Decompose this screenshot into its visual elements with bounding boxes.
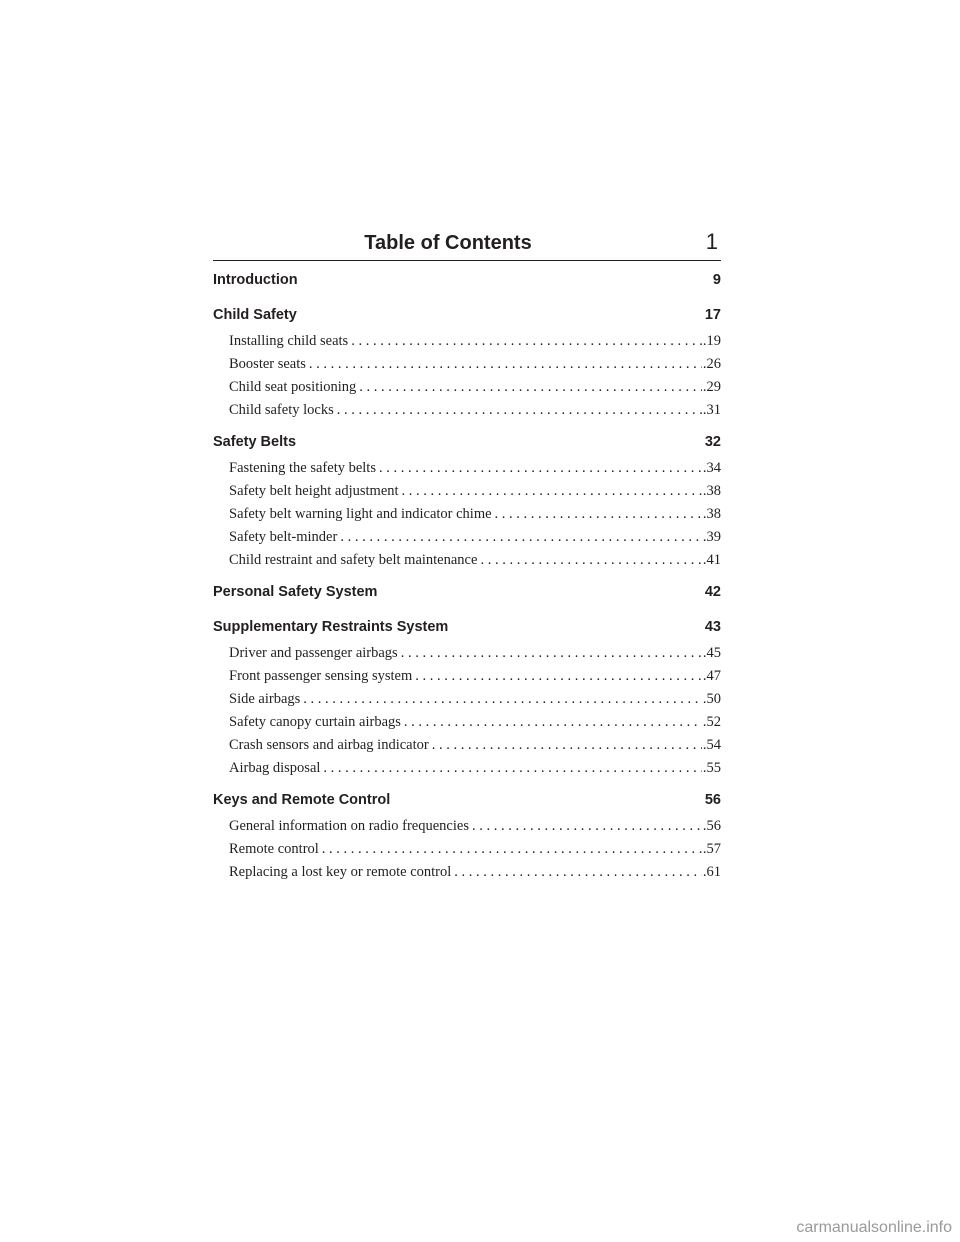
dot-leader	[337, 526, 702, 549]
dot-leader	[319, 838, 702, 861]
entry-page-number: .61	[702, 864, 721, 880]
dot-leader	[306, 353, 702, 376]
toc-entry[interactable]	[213, 757, 721, 780]
entry-label: Child seat positioning	[229, 379, 357, 395]
page-header	[213, 228, 721, 261]
toc-entry[interactable]	[213, 399, 721, 422]
toc-entry[interactable]	[213, 526, 721, 549]
entry-page-number: .26	[702, 356, 721, 372]
toc-entry[interactable]	[213, 353, 721, 376]
toc-section	[213, 613, 721, 780]
dot-leader	[399, 480, 702, 503]
entry-label: Airbag disposal	[229, 760, 321, 776]
entry-page-number: .50	[702, 691, 721, 707]
entry-label: General information on radio frequencies	[229, 818, 469, 834]
entry-label: Booster seats	[229, 356, 306, 372]
entry-label: Fastening the safety belts	[229, 460, 376, 476]
section-page-number: 42	[704, 584, 721, 600]
toc-entry[interactable]	[213, 642, 721, 665]
dot-leader	[334, 399, 702, 422]
dot-leader	[412, 665, 702, 688]
toc-entry[interactable]	[213, 376, 721, 399]
entry-label: Safety belt-minder	[229, 529, 338, 545]
page-title: Table of Contents	[364, 232, 532, 254]
toc-section-heading[interactable]	[213, 266, 721, 295]
dot-leader	[300, 688, 702, 711]
page-number: 1	[705, 229, 718, 254]
entry-page-number: .45	[702, 645, 721, 661]
toc-section	[213, 266, 721, 295]
dot-leader	[401, 711, 702, 734]
toc-entry[interactable]	[213, 688, 721, 711]
dot-leader	[477, 549, 701, 572]
entry-page-number: .57	[702, 841, 721, 857]
entry-label: Crash sensors and airbag indicator	[229, 737, 429, 753]
toc-section	[213, 301, 721, 422]
section-page-number: 56	[704, 792, 721, 808]
dot-leader	[320, 757, 701, 780]
section-page-number: 32	[704, 434, 721, 450]
entry-label: Safety belt height adjustment	[229, 483, 399, 499]
entry-page-number: .38	[702, 483, 721, 499]
entry-page-number: .38	[702, 506, 721, 522]
toc-entry[interactable]	[213, 503, 721, 526]
toc-entry[interactable]	[213, 861, 721, 884]
toc-section-heading[interactable]	[213, 428, 721, 457]
section-page-number: 43	[704, 619, 721, 635]
entry-label: Remote control	[229, 841, 319, 857]
toc-entry[interactable]	[213, 549, 721, 572]
entry-label: Driver and passenger airbags	[229, 645, 398, 661]
entry-page-number: .47	[702, 668, 721, 684]
dot-leader	[356, 376, 702, 399]
entry-label: Child restraint and safety belt maintenance	[229, 552, 478, 568]
toc-section	[213, 578, 721, 607]
section-title: Supplementary Restraints System	[213, 619, 449, 635]
dot-leader	[398, 642, 702, 665]
section-page-number: 17	[704, 307, 721, 323]
section-title: Child Safety	[213, 307, 297, 323]
table-of-contents	[213, 266, 721, 890]
dot-leader	[348, 330, 702, 353]
dot-leader	[492, 503, 702, 526]
toc-section-heading[interactable]	[213, 786, 721, 815]
toc-entry[interactable]	[213, 665, 721, 688]
entry-page-number: .29	[702, 379, 721, 395]
toc-entry[interactable]	[213, 457, 721, 480]
toc-entry[interactable]	[213, 815, 721, 838]
section-title: Introduction	[213, 272, 298, 288]
dot-leader	[376, 457, 702, 480]
toc-section	[213, 786, 721, 884]
entry-page-number: .39	[702, 529, 721, 545]
toc-entry[interactable]	[213, 330, 721, 353]
toc-section-heading[interactable]	[213, 578, 721, 607]
toc-section-heading[interactable]	[213, 301, 721, 330]
entry-label: Child safety locks	[229, 402, 334, 418]
entry-page-number: .56	[702, 818, 721, 834]
toc-entry[interactable]	[213, 734, 721, 757]
entry-label: Safety canopy curtain airbags	[229, 714, 401, 730]
entry-page-number: .31	[702, 402, 721, 418]
dot-leader	[451, 861, 702, 884]
entry-label: Side airbags	[229, 691, 301, 707]
section-title: Keys and Remote Control	[213, 792, 391, 808]
entry-label: Replacing a lost key or remote control	[229, 864, 452, 880]
entry-page-number: .54	[702, 737, 721, 753]
entry-label: Safety belt warning light and indicator chime	[229, 506, 492, 522]
toc-section	[213, 428, 721, 572]
entry-label: Installing child seats	[229, 333, 349, 349]
toc-entry[interactable]	[213, 838, 721, 861]
entry-page-number: .34	[702, 460, 721, 476]
entry-page-number: .19	[702, 333, 721, 349]
toc-entry[interactable]	[213, 711, 721, 734]
section-title: Personal Safety System	[213, 584, 378, 600]
entry-label: Front passenger sensing system	[229, 668, 413, 684]
toc-section-heading[interactable]	[213, 613, 721, 642]
entry-page-number: .41	[702, 552, 721, 568]
toc-entry[interactable]	[213, 480, 721, 503]
entry-page-number: .55	[702, 760, 721, 776]
entry-page-number: .52	[702, 714, 721, 730]
dot-leader	[429, 734, 702, 757]
section-page-number: 9	[712, 272, 721, 288]
footer-watermark: carmanualsonline.info	[796, 1219, 952, 1236]
dot-leader	[469, 815, 702, 838]
section-title: Safety Belts	[213, 434, 297, 450]
